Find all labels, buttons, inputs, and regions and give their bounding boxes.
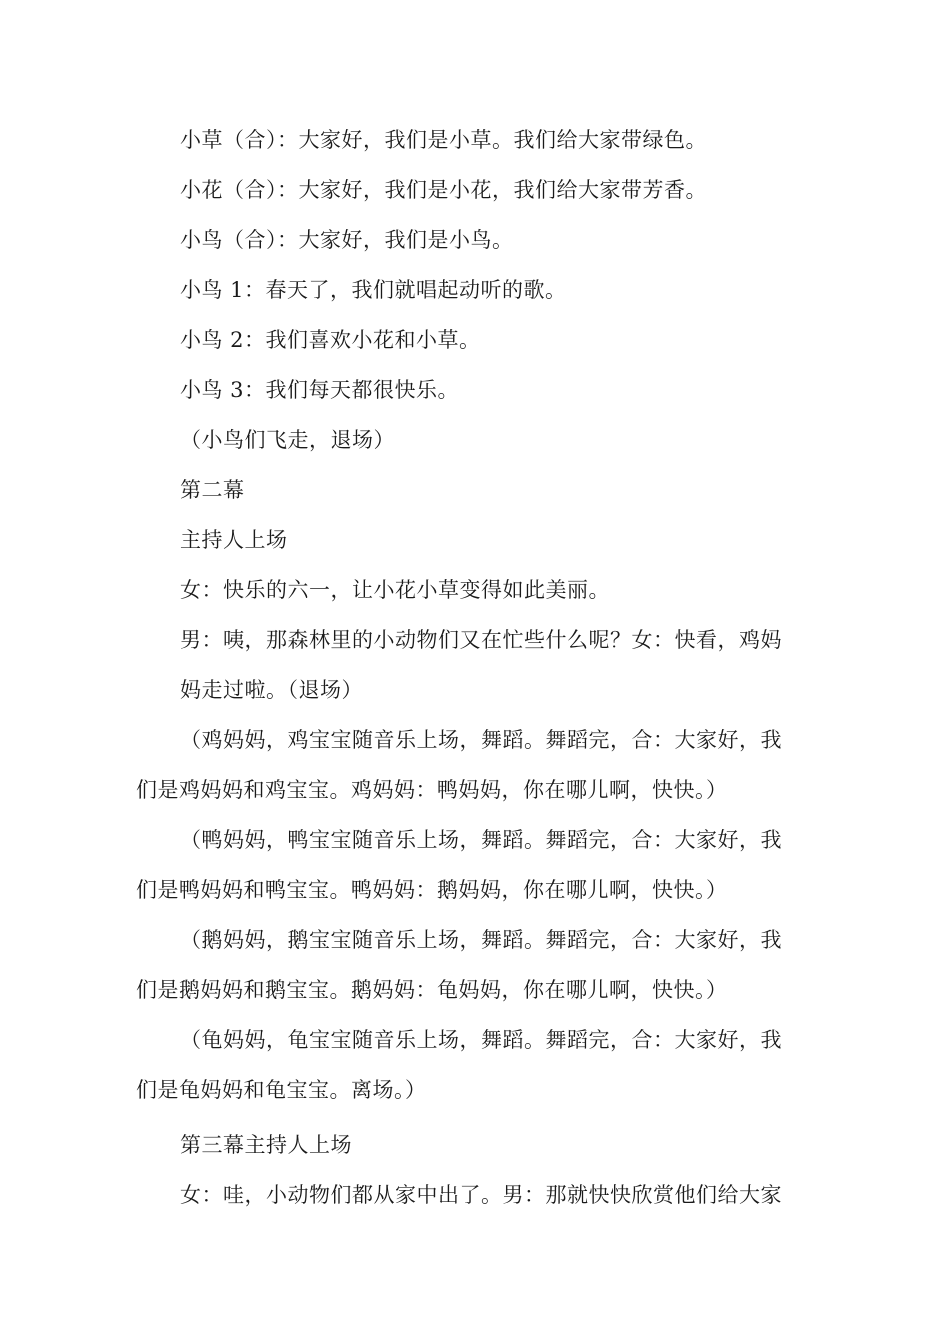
stage-direction: （鸭妈妈，鸭宝宝随音乐上场，舞蹈。舞蹈完，合：大家好，我 [180,828,782,852]
dialogue-line: 小草（合）：大家好，我们是小草。我们给大家带绿色。 [180,128,707,152]
dialogue-line: 小花（合）：大家好，我们是小花，我们给大家带芳香。 [180,178,707,202]
act-heading: 第三幕主持人上场 [180,1133,352,1157]
dialogue-line: 女：哇，小动物们都从家中出了。男：那就快快欣赏他们给大家 [180,1183,782,1207]
dialogue-line: 小鸟 1：春天了，我们就唱起动听的歌。 [180,278,567,302]
stage-direction: （鹅妈妈，鹅宝宝随音乐上场，舞蹈。舞蹈完，合：大家好，我 [180,928,782,952]
stage-direction: （龟妈妈，龟宝宝随音乐上场，舞蹈。舞蹈完，合：大家好，我 [180,1028,782,1052]
stage-direction: （鸡妈妈，鸡宝宝随音乐上场，舞蹈。舞蹈完，合：大家好，我 [180,728,782,752]
dialogue-line: 小鸟 2：我们喜欢小花和小草。 [180,328,481,352]
stage-direction-continued: 们是鸭妈妈和鸭宝宝。鸭妈妈：鹅妈妈，你在哪儿啊，快快。） [136,878,728,902]
stage-direction: （小鸟们飞走，退场） [180,428,395,452]
stage-direction-continued: 们是鹅妈妈和鹅宝宝。鹅妈妈：龟妈妈，你在哪儿啊，快快。） [136,978,728,1002]
stage-direction-continued: 们是鸡妈妈和鸡宝宝。鸡妈妈：鸭妈妈，你在哪儿啊，快快。） [136,778,728,802]
dialogue-line: 女：快乐的六一，让小花小草变得如此美丽。 [180,578,610,602]
dialogue-line: 小鸟（合）：大家好，我们是小鸟。 [180,228,514,252]
dialogue-line-continued: 妈走过啦。（退场） [180,678,363,702]
act-heading: 第二幕 [180,478,245,502]
dialogue-line: 小鸟 3：我们每天都很快乐。 [180,378,460,402]
stage-direction-continued: 们是龟妈妈和龟宝宝。离场。） [136,1078,427,1102]
stage-direction: 主持人上场 [180,528,288,552]
dialogue-line: 男：咦，那森林里的小动物们又在忙些什么呢？女：快看，鸡妈 [180,628,782,652]
